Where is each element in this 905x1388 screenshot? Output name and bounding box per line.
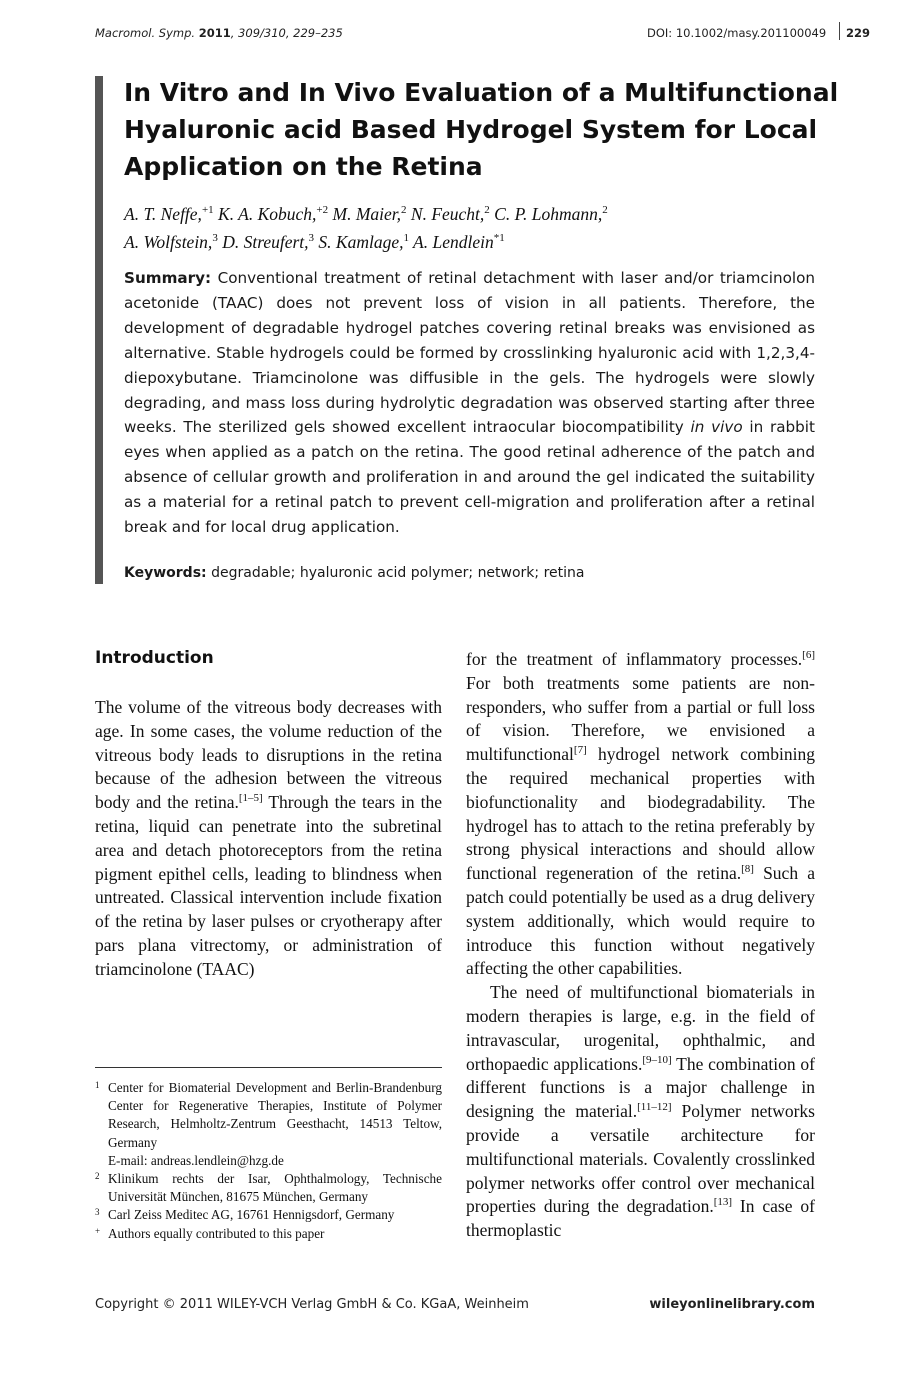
footnote-text: Klinikum rechts der Isar, Ophthalmology, Technische Universität München, 81675 München, Germany bbox=[108, 1171, 442, 1205]
citation-ref[interactable]: [13] bbox=[713, 1196, 733, 1209]
body-paragraph bbox=[466, 648, 815, 981]
body-text: Through the tears in the retina, liquid can penetrate into the subretinal area and detach photoreceptors from the retina pigment epithel cells, leading to blindness when untreated. Classical intervention include fixation of the retina by laser pulses or cryotherapy after pars plana vitrectomy, or administration of triamcinolone (TAAC) bbox=[95, 792, 442, 979]
affiliation-mark: *1 bbox=[493, 231, 505, 244]
author-list bbox=[124, 198, 824, 254]
doi[interactable]: DOI: 10.1002/masy.201100049 bbox=[647, 26, 827, 40]
keywords-text: degradable; hyaluronic acid polymer; network; retina bbox=[206, 565, 585, 581]
article-title: In Vitro and In Vivo Evaluation of a Multifunctional Hyaluronic acid Based Hydrogel System for Local Application on the Retina bbox=[124, 78, 839, 181]
author-name: A. T. Neffe, bbox=[124, 203, 202, 224]
author-name: A. Wolfstein, bbox=[124, 231, 213, 252]
volume-pages: , 309/310, 229–235 bbox=[230, 26, 343, 40]
footnote-text: Center for Biomaterial Development and Berlin-Brandenburg Center for Regenerative Therapies, Institute of Polymer Research, Helmholtz-Zentrum Geesthacht, 14513 Teltow, Germany bbox=[108, 1080, 442, 1150]
author-name: D. Streufert, bbox=[217, 231, 309, 252]
footer-site-link[interactable]: wileyonlinelibrary.com bbox=[649, 1297, 815, 1312]
keywords-label: Keywords: bbox=[124, 565, 207, 581]
footnote-text: Authors equally contributed to this paper bbox=[108, 1225, 325, 1241]
body-text: Polymer networks provide a versatile architecture for multifunctional materials. Covalently crosslinked polymer networks offer control over mechanical properties during the degradation. bbox=[466, 1101, 815, 1217]
body-text: For both treatments some patients are non-responders, who suffer from a partial or full loss of vision. Therefore, we envisioned a multifunctional bbox=[466, 672, 815, 765]
citation-ref[interactable]: [6] bbox=[802, 649, 815, 662]
summary-label: Summary: bbox=[124, 269, 212, 287]
citation-ref[interactable]: [1–5] bbox=[238, 792, 263, 805]
author-name: S. Kamlage, bbox=[314, 231, 404, 252]
body-paragraph bbox=[95, 696, 442, 982]
footnote-mark: 2 bbox=[95, 1171, 100, 1182]
body-text: The combination of different functions is a major challenge in designing the material. bbox=[466, 1053, 816, 1122]
body-text: for the treatment of inflammatory processes. bbox=[466, 649, 803, 669]
citation-ref[interactable]: [9–10] bbox=[642, 1053, 672, 1066]
body-paragraph bbox=[466, 981, 815, 1243]
footnote-item bbox=[95, 1170, 442, 1206]
section-heading-introduction: Introduction bbox=[95, 648, 214, 668]
body-text: The need of multifunctional biomaterials in modern therapies is large, e.g. in the field of intravascular, urogenital, ophthalmic, and orthopaedic applications. bbox=[466, 982, 815, 1074]
affiliation-mark: +2 bbox=[316, 204, 329, 216]
abstract-summary bbox=[124, 266, 815, 540]
affiliation-mark: 3 bbox=[212, 231, 218, 244]
footnote-item bbox=[95, 1152, 442, 1170]
affiliation-mark: 2 bbox=[401, 204, 407, 216]
footer-copyright: Copyright © 2011 WILEY-VCH Verlag GmbH & Co. KGaA, Weinheim bbox=[95, 1297, 529, 1312]
keywords bbox=[124, 565, 584, 581]
affiliation-mark: 2 bbox=[484, 204, 490, 216]
body-column-right bbox=[466, 648, 815, 1243]
citation-ref[interactable]: [11–12] bbox=[637, 1101, 672, 1114]
page-number: 229 bbox=[846, 26, 871, 40]
citation-ref[interactable]: [7] bbox=[573, 744, 587, 757]
body-text: In case of thermoplastic bbox=[466, 1196, 815, 1241]
footnote-mark: + bbox=[95, 1225, 101, 1236]
journal-year: 2011 bbox=[198, 26, 231, 40]
journal-name: Macromol. Symp. bbox=[95, 26, 196, 40]
footnote-item bbox=[95, 1079, 442, 1152]
header-separator bbox=[839, 22, 840, 40]
running-header-citation bbox=[95, 26, 343, 40]
footnotes bbox=[95, 1079, 442, 1243]
author-line-1 bbox=[124, 198, 824, 226]
footnote-item bbox=[95, 1225, 442, 1243]
body-column-left bbox=[95, 696, 442, 982]
footnote-item bbox=[95, 1206, 442, 1224]
author-name: A. Lendlein bbox=[409, 231, 494, 252]
affiliation-mark: 3 bbox=[308, 231, 315, 244]
footnote-mark: 3 bbox=[95, 1207, 100, 1218]
body-text: hydrogel network combining the required mechanical properties with biofunctionality and biodegradability. The hydrogel has to attach to the retina preferably by strong physical interactions and should allow functional regeneration of the retina. bbox=[466, 744, 815, 884]
footnote-text: Carl Zeiss Meditec AG, 16761 Hennigsdorf, Germany bbox=[108, 1207, 395, 1223]
summary-italic: in vivo bbox=[690, 418, 743, 437]
body-text: The volume of the vitreous body decreases with age. In some cases, the volume reduction of the vitreous body leads to disruptions in the retina because of the adhesion between the vitreous body and the retina. bbox=[95, 697, 442, 813]
author-line-2 bbox=[124, 226, 824, 254]
summary-text: Conventional treatment of retinal detachment with laser and/or triamcinolon acetonide (TAAC) does not prevent loss of vision in all patients. Therefore, the development of degradable hydrogel patches covering retinal breaks was envisioned as alternative. Stable hydrogels could be formed by crosslinking hyaluronic acid with 1,2,3,4-diepoxybutane. Triamcinolone was diffusible in the gels. The hydrogels were slowly degrading, and mass loss during hydrolytic degradation was observed starting after three weeks. The sterilized gels showed excellent intraocular biocompatibility bbox=[124, 269, 815, 437]
author-name: K. A. Kobuch, bbox=[213, 203, 317, 224]
affiliation-mark: 1 bbox=[403, 231, 409, 244]
body-text: Such a patch could potentially be used as a drug delivery system additionally, which would require to introduce this function without negatively affecting the other capabilities. bbox=[466, 863, 815, 979]
affiliation-mark: 2 bbox=[602, 204, 608, 216]
summary-text: in rabbit eyes when applied as a patch on the retina. The good retinal adherence of the patch and absence of cellular growth and proliferation in and around the gel indicated the suitability as a material for a retinal patch to prevent cell-migration and proliferation after a retinal break and for local drug application. bbox=[124, 418, 815, 537]
abstract-side-bar bbox=[95, 76, 103, 584]
author-name: M. Maier, bbox=[328, 203, 402, 224]
footnote-email[interactable]: E-mail: andreas.lendlein@hzg.de bbox=[108, 1152, 284, 1168]
author-name: N. Feucht, bbox=[406, 203, 485, 224]
footnote-rule bbox=[95, 1067, 442, 1068]
citation-ref[interactable]: [8] bbox=[741, 863, 754, 876]
footnote-mark: 1 bbox=[95, 1080, 100, 1090]
affiliation-mark: +1 bbox=[201, 204, 214, 216]
author-name: C. P. Lohmann, bbox=[489, 203, 603, 224]
